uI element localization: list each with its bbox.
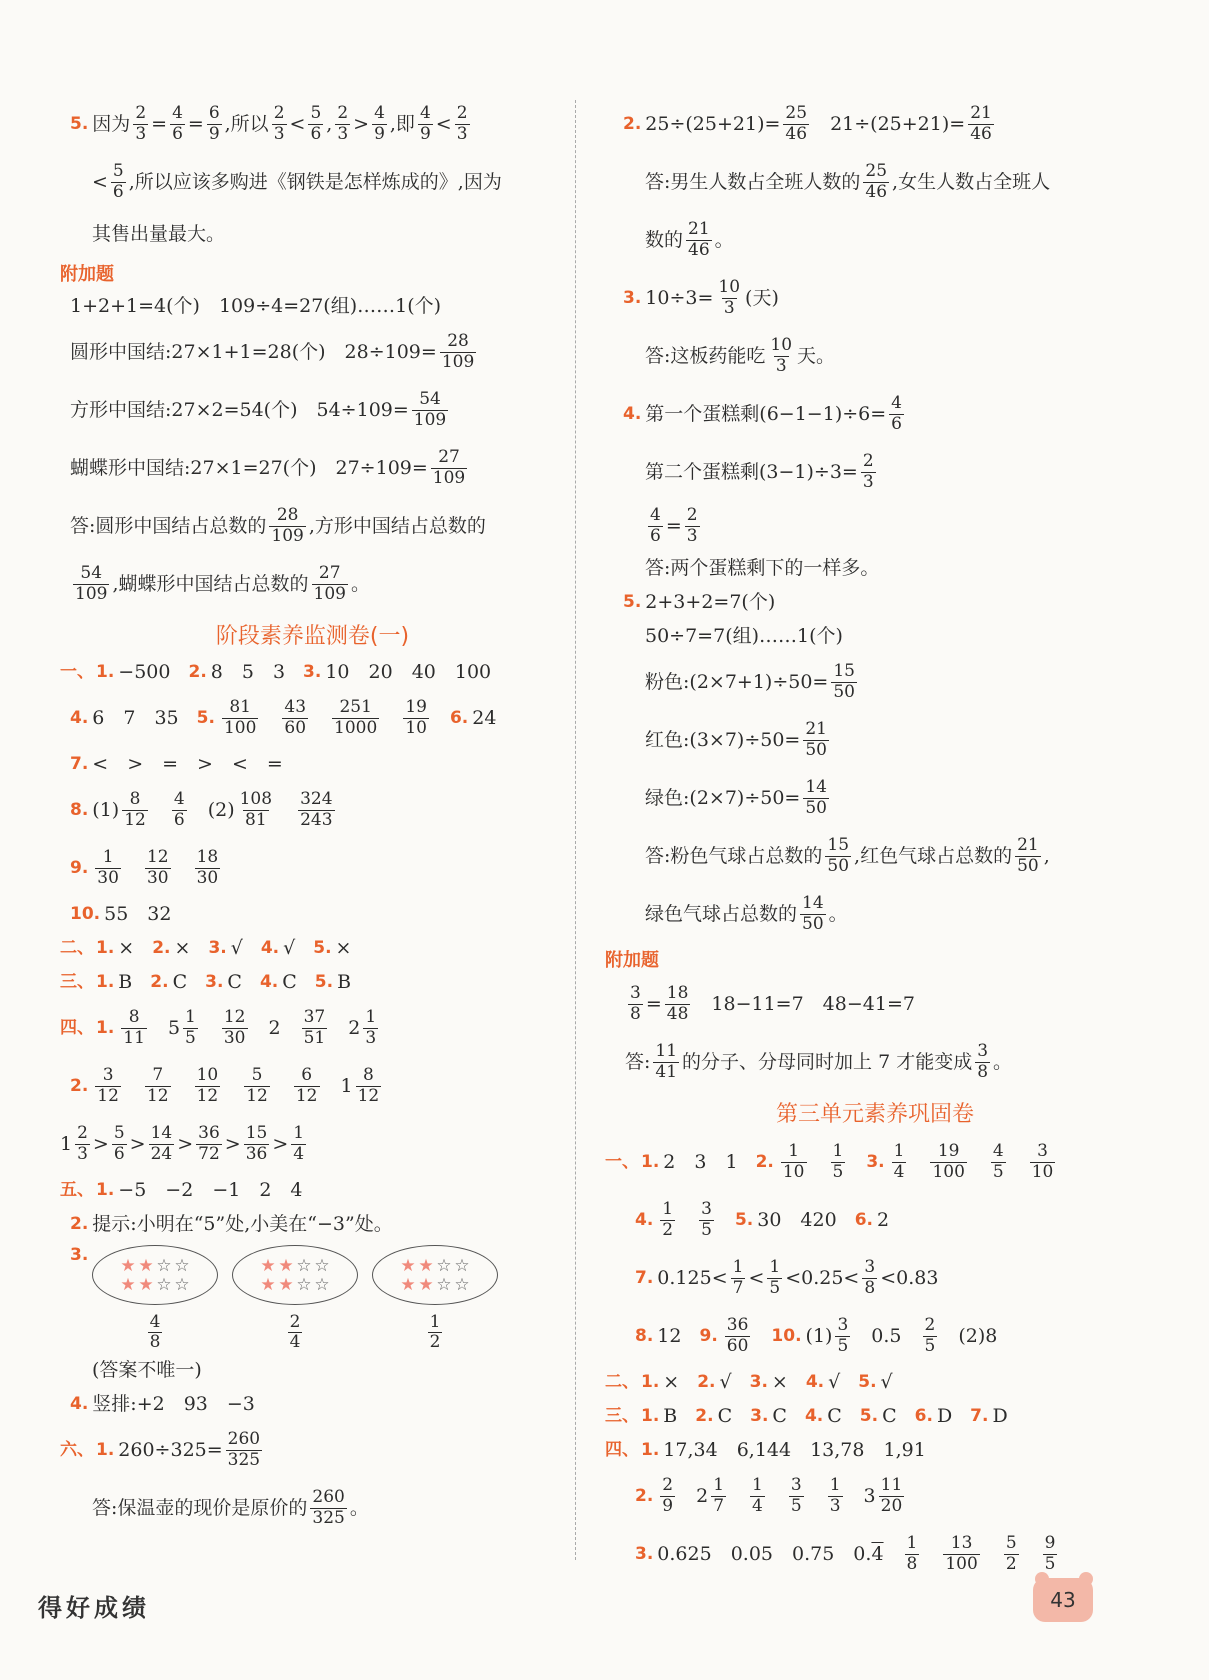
fraction: $\frac{1}{7}$ bbox=[713, 1475, 725, 1516]
fraction: $\frac{18}{48}$ bbox=[666, 983, 689, 1024]
fraction: $\frac{81}{100}$ bbox=[223, 697, 257, 738]
stars bbox=[399, 1256, 471, 1294]
fraction: $\frac{21}{46}$ bbox=[688, 219, 710, 260]
star-empty-icon: ☆ bbox=[174, 1256, 190, 1276]
sec5-note: (答案不唯一) bbox=[92, 1358, 202, 1381]
r4-line2: 第二个蛋糕剩(3−1)÷3= $\frac{2}{3}$ bbox=[645, 451, 874, 492]
repeating-digit: 4 bbox=[871, 1542, 884, 1565]
fraction: $\frac{1}{2}$ bbox=[429, 1312, 441, 1353]
sec5-line3-label: 3. bbox=[70, 1244, 89, 1265]
fraction: $\frac{54}{109}$ bbox=[75, 563, 108, 604]
fraction: $\frac{2}{5}$ bbox=[924, 1315, 936, 1356]
u4-line2: 2. $\frac{2}{9}$ 2 $\frac{1}{7}$ $\frac{1}{4}$ $\frac{3}{5}$ $\frac{1}{3}$ 3 $\frac{11}{20}$ bbox=[635, 1475, 903, 1516]
oval-group-3 bbox=[372, 1245, 498, 1352]
star-filled-icon: ★ bbox=[260, 1256, 276, 1276]
fraction: $\frac{37}{51}$ bbox=[303, 1007, 326, 1048]
fraction: $\frac{6}{12}$ bbox=[295, 1065, 318, 1106]
right-column bbox=[605, 95, 1145, 1583]
star-filled-icon: ★ bbox=[418, 1275, 434, 1295]
fraction: $\frac{14}{24}$ bbox=[150, 1123, 173, 1164]
fraction: $\frac{18}{30}$ bbox=[196, 847, 219, 888]
oval-group-1 bbox=[92, 1245, 218, 1352]
left-column bbox=[60, 95, 565, 1537]
sec1-line4: 8. (1) $\frac{8}{12}$ $\frac{4}{6}$ (2) $\frac{108}{81}$ $\frac{324}{243}$ bbox=[70, 789, 333, 830]
r5-answer1: 答:粉色气球占总数的 $\frac{15}{50}$ ,红色气球占总数的 $\frac{21}{50}$ , bbox=[645, 835, 1050, 876]
fraction: $\frac{3}{8}$ bbox=[977, 1041, 989, 1082]
fraction: $\frac{1}{3}$ bbox=[365, 1007, 377, 1048]
fraction: $\frac{3}{5}$ bbox=[701, 1199, 712, 1240]
r5-pink: 粉色:(2×7+1)÷50= $\frac{15}{50}$ bbox=[645, 661, 855, 702]
fraction: $\frac{9}{5}$ bbox=[1044, 1533, 1056, 1574]
sec4-line2: 2. $\frac{3}{12}$ $\frac{7}{12}$ $\frac{10}{12}$ $\frac{5}{12}$ $\frac{6}{12}$ 1 $\frac{8}{12}$ bbox=[70, 1065, 380, 1106]
rx-line2: 答: $\frac{11}{41}$ 的分子、分母同时加上 7 才能变成 $\frac{3}{8}$ 。 bbox=[625, 1041, 1013, 1082]
sec4-line3: 1 $\frac{2}{3}$ > $\frac{5}{6}$ > $\frac{14}{24}$ > $\frac{36}{72}$ > $\frac{15}{36}$ > $\frac{1}{4}$ bbox=[60, 1123, 305, 1164]
fraction: $\frac{14}{50}$ bbox=[802, 893, 824, 934]
fraction: $\frac{3}{8}$ bbox=[630, 983, 641, 1024]
extra-question-label: 附加题 bbox=[60, 264, 114, 285]
fraction: $\frac{12}{30}$ bbox=[223, 1007, 246, 1048]
fraction: $\frac{4}{8}$ bbox=[149, 1312, 161, 1353]
fraction: $\frac{19}{10}$ bbox=[405, 697, 427, 738]
fraction: $\frac{5}{6}$ bbox=[113, 1123, 125, 1164]
extra-line4: 蝴蝶形中国结:27×1=27(个) 27÷109= $\frac{27}{109}$ bbox=[70, 447, 466, 488]
q5-line3: 其售出量最大。 bbox=[92, 222, 226, 245]
u3-line: 三、 1. B 2. C 3. C 4. C 5. C 6. D 7. D bbox=[605, 1404, 1008, 1427]
fraction: $\frac{21}{50}$ bbox=[805, 719, 827, 760]
fraction: $\frac{4}{6}$ bbox=[172, 103, 183, 144]
unit-title: 第三单元素养巩固卷 bbox=[775, 1101, 974, 1127]
fraction: $\frac{1}{3}$ bbox=[829, 1475, 841, 1516]
u4-line1: 四、 1. 17,34 6,144 13,78 1,91 bbox=[605, 1438, 926, 1461]
r5-line1: 5. 2+3+2=7(个) bbox=[623, 590, 776, 613]
fraction: $\frac{10}{12}$ bbox=[196, 1065, 219, 1106]
r5-red: 红色:(3×7)÷50= $\frac{21}{50}$ bbox=[645, 719, 827, 760]
sec2-line: 二、 1. × 2. × 3. √ 4. √ 5. × bbox=[60, 936, 352, 959]
star-empty-icon: ☆ bbox=[296, 1256, 312, 1276]
stars bbox=[259, 1256, 331, 1294]
fraction: $\frac{2}{3}$ bbox=[456, 103, 468, 144]
fraction: $\frac{1}{10}$ bbox=[782, 1141, 805, 1182]
sec6-answer: 答:保温壶的现价是原价的 $\frac{260}{325}$ 。 bbox=[92, 1487, 369, 1528]
extra-question-label-right: 附加题 bbox=[605, 950, 659, 971]
star-ovals bbox=[60, 1245, 565, 1353]
fraction: $\frac{25}{46}$ bbox=[865, 161, 888, 202]
fraction: $\frac{4}{6}$ bbox=[891, 393, 902, 434]
fraction: $\frac{7}{12}$ bbox=[146, 1065, 169, 1106]
fraction: $\frac{1}{30}$ bbox=[97, 847, 119, 888]
fraction: $\frac{108}{81}$ bbox=[239, 789, 273, 830]
fraction: $\frac{2}{3}$ bbox=[135, 103, 147, 144]
fraction: $\frac{36}{72}$ bbox=[198, 1123, 220, 1164]
sec1-line3: 7. < > = > < = bbox=[70, 752, 283, 775]
star-empty-icon: ☆ bbox=[436, 1256, 452, 1276]
r3-line2: 答:这板药能吃 $\frac{10}{3}$ 天。 bbox=[645, 335, 836, 376]
fraction: $\frac{4}{9}$ bbox=[419, 103, 431, 144]
fraction: $\frac{43}{60}$ bbox=[284, 697, 307, 738]
fraction: $\frac{3}{10}$ bbox=[1031, 1141, 1054, 1182]
q5-text: 因为 bbox=[92, 112, 131, 135]
u1-line4: 8. 12 9. $\frac{36}{60}$ 10. (1) $\frac{3}{5}$ 0.5 $\frac{2}{5}$ (2)8 bbox=[635, 1315, 998, 1356]
star-filled-icon: ★ bbox=[120, 1256, 136, 1276]
sec5-line2: 2. 提示:小明在“5”处,小美在“−3”处。 bbox=[70, 1212, 393, 1235]
fraction: $\frac{15}{50}$ bbox=[833, 661, 855, 702]
fraction: $\frac{5}{12}$ bbox=[246, 1065, 268, 1106]
r4-line1: 4. 第一个蛋糕剩(6−1−1)÷6= $\frac{4}{6}$ bbox=[623, 393, 902, 434]
u4-line3: 3. 0.625 0.05 0.75 0. 4 $\frac{1}{8}$ $\frac{13}{100}$ $\frac{5}{2}$ $\frac{9}{5}$ bbox=[635, 1533, 1056, 1574]
u1-line2: 4. $\frac{1}{2}$ $\frac{3}{5}$ 5. 30 420 6. 2 bbox=[635, 1199, 890, 1240]
r3-line1: 3. 10÷3= $\frac{10}{3}$ (天) bbox=[623, 277, 779, 318]
star-filled-icon: ★ bbox=[120, 1275, 136, 1295]
star-empty-icon: ☆ bbox=[454, 1275, 470, 1295]
star-empty-icon: ☆ bbox=[296, 1275, 312, 1295]
star-filled-icon: ★ bbox=[260, 1275, 276, 1295]
oval bbox=[232, 1245, 358, 1305]
star-filled-icon: ★ bbox=[278, 1275, 294, 1295]
fraction: $\frac{10}{3}$ bbox=[718, 277, 741, 318]
fraction: $\frac{14}{50}$ bbox=[805, 777, 827, 818]
fraction: $\frac{11}{41}$ bbox=[655, 1041, 678, 1082]
fraction: $\frac{2}{3}$ bbox=[337, 103, 349, 144]
sec1-line6: 10. 55 32 bbox=[70, 902, 172, 925]
extra-line2: 圆形中国结:27×1+1=28(个) 28÷109= $\frac{28}{109}$ bbox=[70, 331, 475, 372]
fraction: $\frac{3}{12}$ bbox=[97, 1065, 119, 1106]
sec1-line1: 一、 1. −500 2. 8 5 3 3. 10 20 40 100 bbox=[60, 660, 492, 683]
fraction: $\frac{2}{9}$ bbox=[662, 1475, 674, 1516]
star-filled-icon: ★ bbox=[278, 1256, 294, 1276]
fraction: $\frac{3}{5}$ bbox=[790, 1475, 802, 1516]
oval-group-2 bbox=[232, 1245, 358, 1352]
sec3-line: 三、 1. B 2. C 3. C 4. C 5. B bbox=[60, 970, 352, 993]
star-empty-icon: ☆ bbox=[174, 1275, 190, 1295]
fraction: $\frac{5}{2}$ bbox=[1005, 1533, 1017, 1574]
fraction: $\frac{2}{3}$ bbox=[862, 451, 874, 492]
column-divider bbox=[575, 100, 576, 1560]
sec4-line1: 四、 1. $\frac{8}{11}$ 5 $\frac{1}{5}$ $\frac{12}{30}$ 2 $\frac{37}{51}$ 2 $\frac{1}{3}$ bbox=[60, 1007, 377, 1048]
fraction: $\frac{260}{325}$ bbox=[227, 1429, 261, 1470]
fraction: $\frac{4}{6}$ bbox=[650, 505, 661, 546]
stars bbox=[119, 1256, 191, 1294]
fraction: $\frac{1}{4}$ bbox=[893, 1141, 905, 1182]
fraction: $\frac{1}{4}$ bbox=[293, 1123, 305, 1164]
q5-text-2: ,所以应该多购进《钢铁是怎样炼成的》,因为 bbox=[128, 170, 502, 193]
q5-line2: < $\frac{5}{6}$ ,所以应该多购进《钢铁是怎样炼成的》,因为 bbox=[92, 161, 502, 202]
fraction: $\frac{1}{5}$ bbox=[185, 1007, 196, 1048]
fraction: $\frac{36}{60}$ bbox=[726, 1315, 749, 1356]
fraction: $\frac{25}{46}$ bbox=[785, 103, 808, 144]
r4-line3: $\frac{4}{6}$ = $\frac{2}{3}$ bbox=[650, 505, 698, 546]
fraction: $\frac{251}{1000}$ bbox=[334, 697, 378, 738]
star-filled-icon: ★ bbox=[400, 1256, 416, 1276]
extra-answer-1: 答:圆形中国结占总数的 $\frac{28}{109}$ ,方形中国结占总数的 bbox=[70, 505, 486, 546]
sec6-line1: 六、 1. 260÷325= $\frac{260}{325}$ bbox=[60, 1429, 261, 1470]
fraction: $\frac{54}{109}$ bbox=[413, 389, 447, 430]
fraction: $\frac{5}{6}$ bbox=[112, 161, 124, 202]
r2-line1: 2. 25÷(25+21)= $\frac{25}{46}$ 21÷(25+21)= $\frac{21}{46}$ bbox=[623, 103, 992, 144]
fraction: $\frac{1}{7}$ bbox=[732, 1257, 744, 1298]
test-title: 阶段素养监测卷(一) bbox=[215, 623, 410, 649]
fraction: $\frac{3}{8}$ bbox=[864, 1257, 876, 1298]
fraction: $\frac{4}{6}$ bbox=[173, 789, 185, 830]
sec5-line1: 五、 1. −5 −2 −1 2 4 bbox=[60, 1178, 303, 1201]
fraction: $\frac{19}{100}$ bbox=[932, 1141, 965, 1182]
oval bbox=[372, 1245, 498, 1305]
fraction: $\frac{1}{8}$ bbox=[906, 1533, 918, 1574]
star-empty-icon: ☆ bbox=[436, 1275, 452, 1295]
fraction: $\frac{4}{5}$ bbox=[992, 1141, 1004, 1182]
star-filled-icon: ★ bbox=[418, 1256, 434, 1276]
star-empty-icon: ☆ bbox=[314, 1256, 330, 1276]
r2-line2: 答:男生人数占全班人数的 $\frac{25}{46}$ ,女生人数占全班人 bbox=[645, 161, 1051, 202]
u1-line1: 一、 1. 2 3 1 2. $\frac{1}{10}$ $\frac{1}{5}$ 3. $\frac{1}{4}$ $\frac{19}{100}$ $\frac{4}{5}$ $\frac{3}{10}$ bbox=[605, 1141, 1054, 1182]
fraction: $\frac{12}{30}$ bbox=[146, 847, 169, 888]
star-filled-icon: ★ bbox=[138, 1256, 154, 1276]
fraction: $\frac{27}{109}$ bbox=[432, 447, 466, 488]
fraction: $\frac{3}{5}$ bbox=[837, 1315, 849, 1356]
fraction: $\frac{1}{5}$ bbox=[832, 1141, 844, 1182]
fraction: $\frac{27}{109}$ bbox=[313, 563, 346, 604]
q5-line1: 5. 因为 $\frac{2}{3}$ = $\frac{4}{6}$ = $\frac{6}{9}$ ,所以 $\frac{2}{3}$ < $\frac{5}{6}$ , $\frac{2}{3}$ > $\frac{4}{9}$ ,即 $\frac{4}{9}$ < $\frac{2}{3}$ bbox=[70, 103, 468, 144]
u1-line3: 7. 0.125< $\frac{1}{7}$ < $\frac{1}{5}$ <0.25< $\frac{3}{8}$ <0.83 bbox=[635, 1257, 939, 1298]
star-filled-icon: ★ bbox=[138, 1275, 154, 1295]
fraction: $\frac{1}{2}$ bbox=[662, 1199, 674, 1240]
star-filled-icon: ★ bbox=[400, 1275, 416, 1295]
fraction: $\frac{21}{46}$ bbox=[970, 103, 992, 144]
fraction: $\frac{10}{3}$ bbox=[770, 335, 793, 376]
star-empty-icon: ☆ bbox=[156, 1256, 172, 1276]
oval bbox=[92, 1245, 218, 1305]
fraction: $\frac{28}{109}$ bbox=[271, 505, 304, 546]
star-empty-icon: ☆ bbox=[314, 1275, 330, 1295]
sec1-line5: 9. $\frac{1}{30}$ $\frac{12}{30}$ $\frac{18}{30}$ bbox=[70, 847, 219, 888]
sec1-line2: 4. 6 7 35 5. $\frac{81}{100}$ $\frac{43}{60}$ $\frac{251}{1000}$ $\frac{19}{10}$ 6. 24 bbox=[70, 697, 497, 738]
star-empty-icon: ☆ bbox=[454, 1256, 470, 1276]
fraction: $\frac{5}{6}$ bbox=[310, 103, 322, 144]
fraction: $\frac{11}{20}$ bbox=[880, 1475, 903, 1516]
fraction: $\frac{4}{9}$ bbox=[374, 103, 385, 144]
fraction: $\frac{260}{325}$ bbox=[312, 1487, 345, 1528]
fraction: $\frac{21}{50}$ bbox=[1017, 835, 1039, 876]
star-empty-icon: ☆ bbox=[156, 1275, 172, 1295]
extra-line3: 方形中国结:27×2=54(个) 54÷109= $\frac{54}{109}$ bbox=[70, 389, 447, 430]
fraction: $\frac{2}{3}$ bbox=[77, 1123, 88, 1164]
q5-number: 5. bbox=[70, 113, 89, 134]
extra-answer-2: $\frac{54}{109}$ ,蝴蝶形中国结占总数的 $\frac{27}{109}$ 。 bbox=[75, 563, 370, 604]
fraction: $\frac{13}{100}$ bbox=[945, 1533, 978, 1574]
fraction: $\frac{1}{4}$ bbox=[752, 1475, 763, 1516]
sec5-line4: 4. 竖排:+2 93 −3 bbox=[70, 1392, 255, 1415]
fraction: $\frac{2}{4}$ bbox=[289, 1312, 301, 1353]
page-number: 43 bbox=[1033, 1578, 1093, 1622]
fraction: $\frac{15}{50}$ bbox=[827, 835, 850, 876]
fraction: $\frac{2}{3}$ bbox=[686, 505, 698, 546]
u2-line: 二、 1. × 2. √ 3. × 4. √ 5. √ bbox=[605, 1370, 893, 1393]
footer-slogan: 得好成绩 bbox=[38, 1593, 150, 1622]
fraction: $\frac{1}{5}$ bbox=[769, 1257, 781, 1298]
fraction: $\frac{8}{12}$ bbox=[357, 1065, 380, 1106]
fraction: $\frac{28}{109}$ bbox=[441, 331, 475, 372]
fraction: $\frac{8}{12}$ bbox=[124, 789, 146, 830]
r5-line2: 50÷7=7(组)……1(个) bbox=[645, 624, 843, 647]
extra-line1: 1+2+1=4(个) 109÷4=27(组)……1(个) bbox=[70, 294, 442, 317]
rx-line1: $\frac{3}{8}$ = $\frac{18}{48}$ 18−11=7 48−41=7 bbox=[630, 983, 915, 1024]
fraction: $\frac{8}{11}$ bbox=[123, 1007, 145, 1048]
fraction: $\frac{2}{3}$ bbox=[273, 103, 285, 144]
r2-line3: 数的 $\frac{21}{46}$ 。 bbox=[645, 219, 734, 260]
r5-answer2: 绿色气球占总数的 $\frac{14}{50}$ 。 bbox=[645, 893, 848, 934]
fraction: $\frac{6}{9}$ bbox=[208, 103, 220, 144]
fraction: $\frac{324}{243}$ bbox=[300, 789, 333, 830]
fraction: $\frac{15}{36}$ bbox=[245, 1123, 268, 1164]
r5-green: 绿色:(2×7)÷50= $\frac{14}{50}$ bbox=[645, 777, 827, 818]
r4-answer: 答:两个蛋糕剩下的一样多。 bbox=[645, 556, 880, 579]
